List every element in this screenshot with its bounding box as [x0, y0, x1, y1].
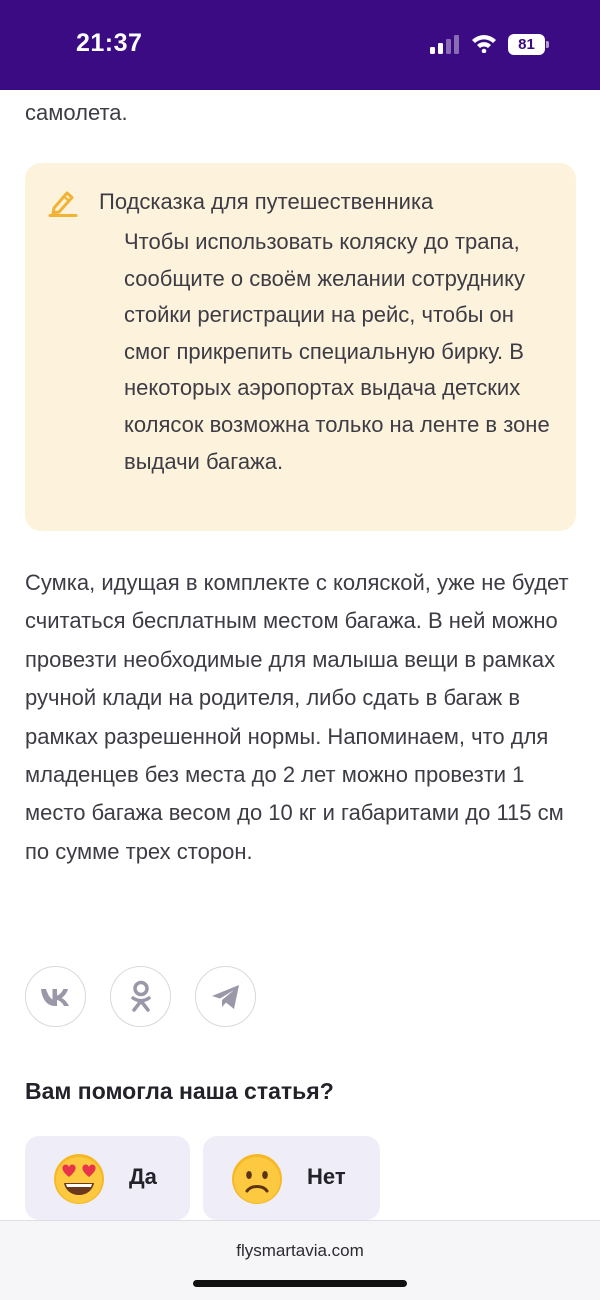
battery-icon — [508, 34, 550, 55]
pencil-icon — [48, 189, 78, 217]
share-vk-button[interactable] — [25, 966, 86, 1027]
share-telegram-button[interactable] — [195, 966, 256, 1027]
article-content — [0, 90, 600, 1220]
tip-body: Чтобы использовать коляску до трапа, сообщите о своём желании сотруднику стойки регистрации на рейс, чтобы он смог прикрепить специальную бирку. В некоторых аэропортах выдача детских колясок возможна только на ленте в зоне выдачи багажа. — [124, 229, 550, 474]
feedback-yes-label: Да — [129, 1164, 157, 1189]
cellular-signal-icon — [430, 34, 460, 54]
heart-eyes-emoji-icon — [53, 1153, 105, 1205]
share-buttons — [25, 966, 265, 1028]
url-text[interactable]: flysmartavia.com — [236, 1241, 364, 1260]
telegram-icon — [210, 983, 242, 1011]
status-time: 21:37 — [76, 29, 143, 57]
article-paragraph: Сумка, идущая в комплекте с коляской, уже не будет считаться бесплатным местом багажа. В ней можно провезти необходимые для малыша вещи в рамках ручной клади на родителя, либо сдать в багаж в рамках разрешенной нормы. Напоминаем, что для младенцев без места до 2 лет можно провезти 1 место багажа весом до 10 кг и габаритами до 115 см по сумме трех сторон. — [25, 570, 569, 864]
battery-level: 81 — [508, 34, 545, 55]
vk-icon — [39, 986, 73, 1008]
battery-tip — [546, 41, 549, 48]
home-indicator[interactable] — [193, 1280, 407, 1287]
frowning-emoji-icon — [231, 1153, 283, 1205]
feedback-no-label: Нет — [307, 1164, 346, 1189]
browser-address-bar[interactable] — [0, 1220, 600, 1300]
traveler-tip-box — [25, 163, 576, 531]
status-bar — [0, 0, 600, 90]
odnoklassniki-icon — [128, 979, 154, 1015]
article-prev-text: самолета. — [25, 100, 128, 125]
tip-title: Подсказка для путешественника — [99, 189, 434, 214]
wifi-icon — [471, 33, 497, 53]
feedback-no-button[interactable] — [203, 1136, 380, 1220]
share-odnoklassniki-button[interactable] — [110, 966, 171, 1027]
feedback-question: Вам помогла наша статья? — [25, 1078, 334, 1104]
feedback-yes-button[interactable] — [25, 1136, 190, 1220]
